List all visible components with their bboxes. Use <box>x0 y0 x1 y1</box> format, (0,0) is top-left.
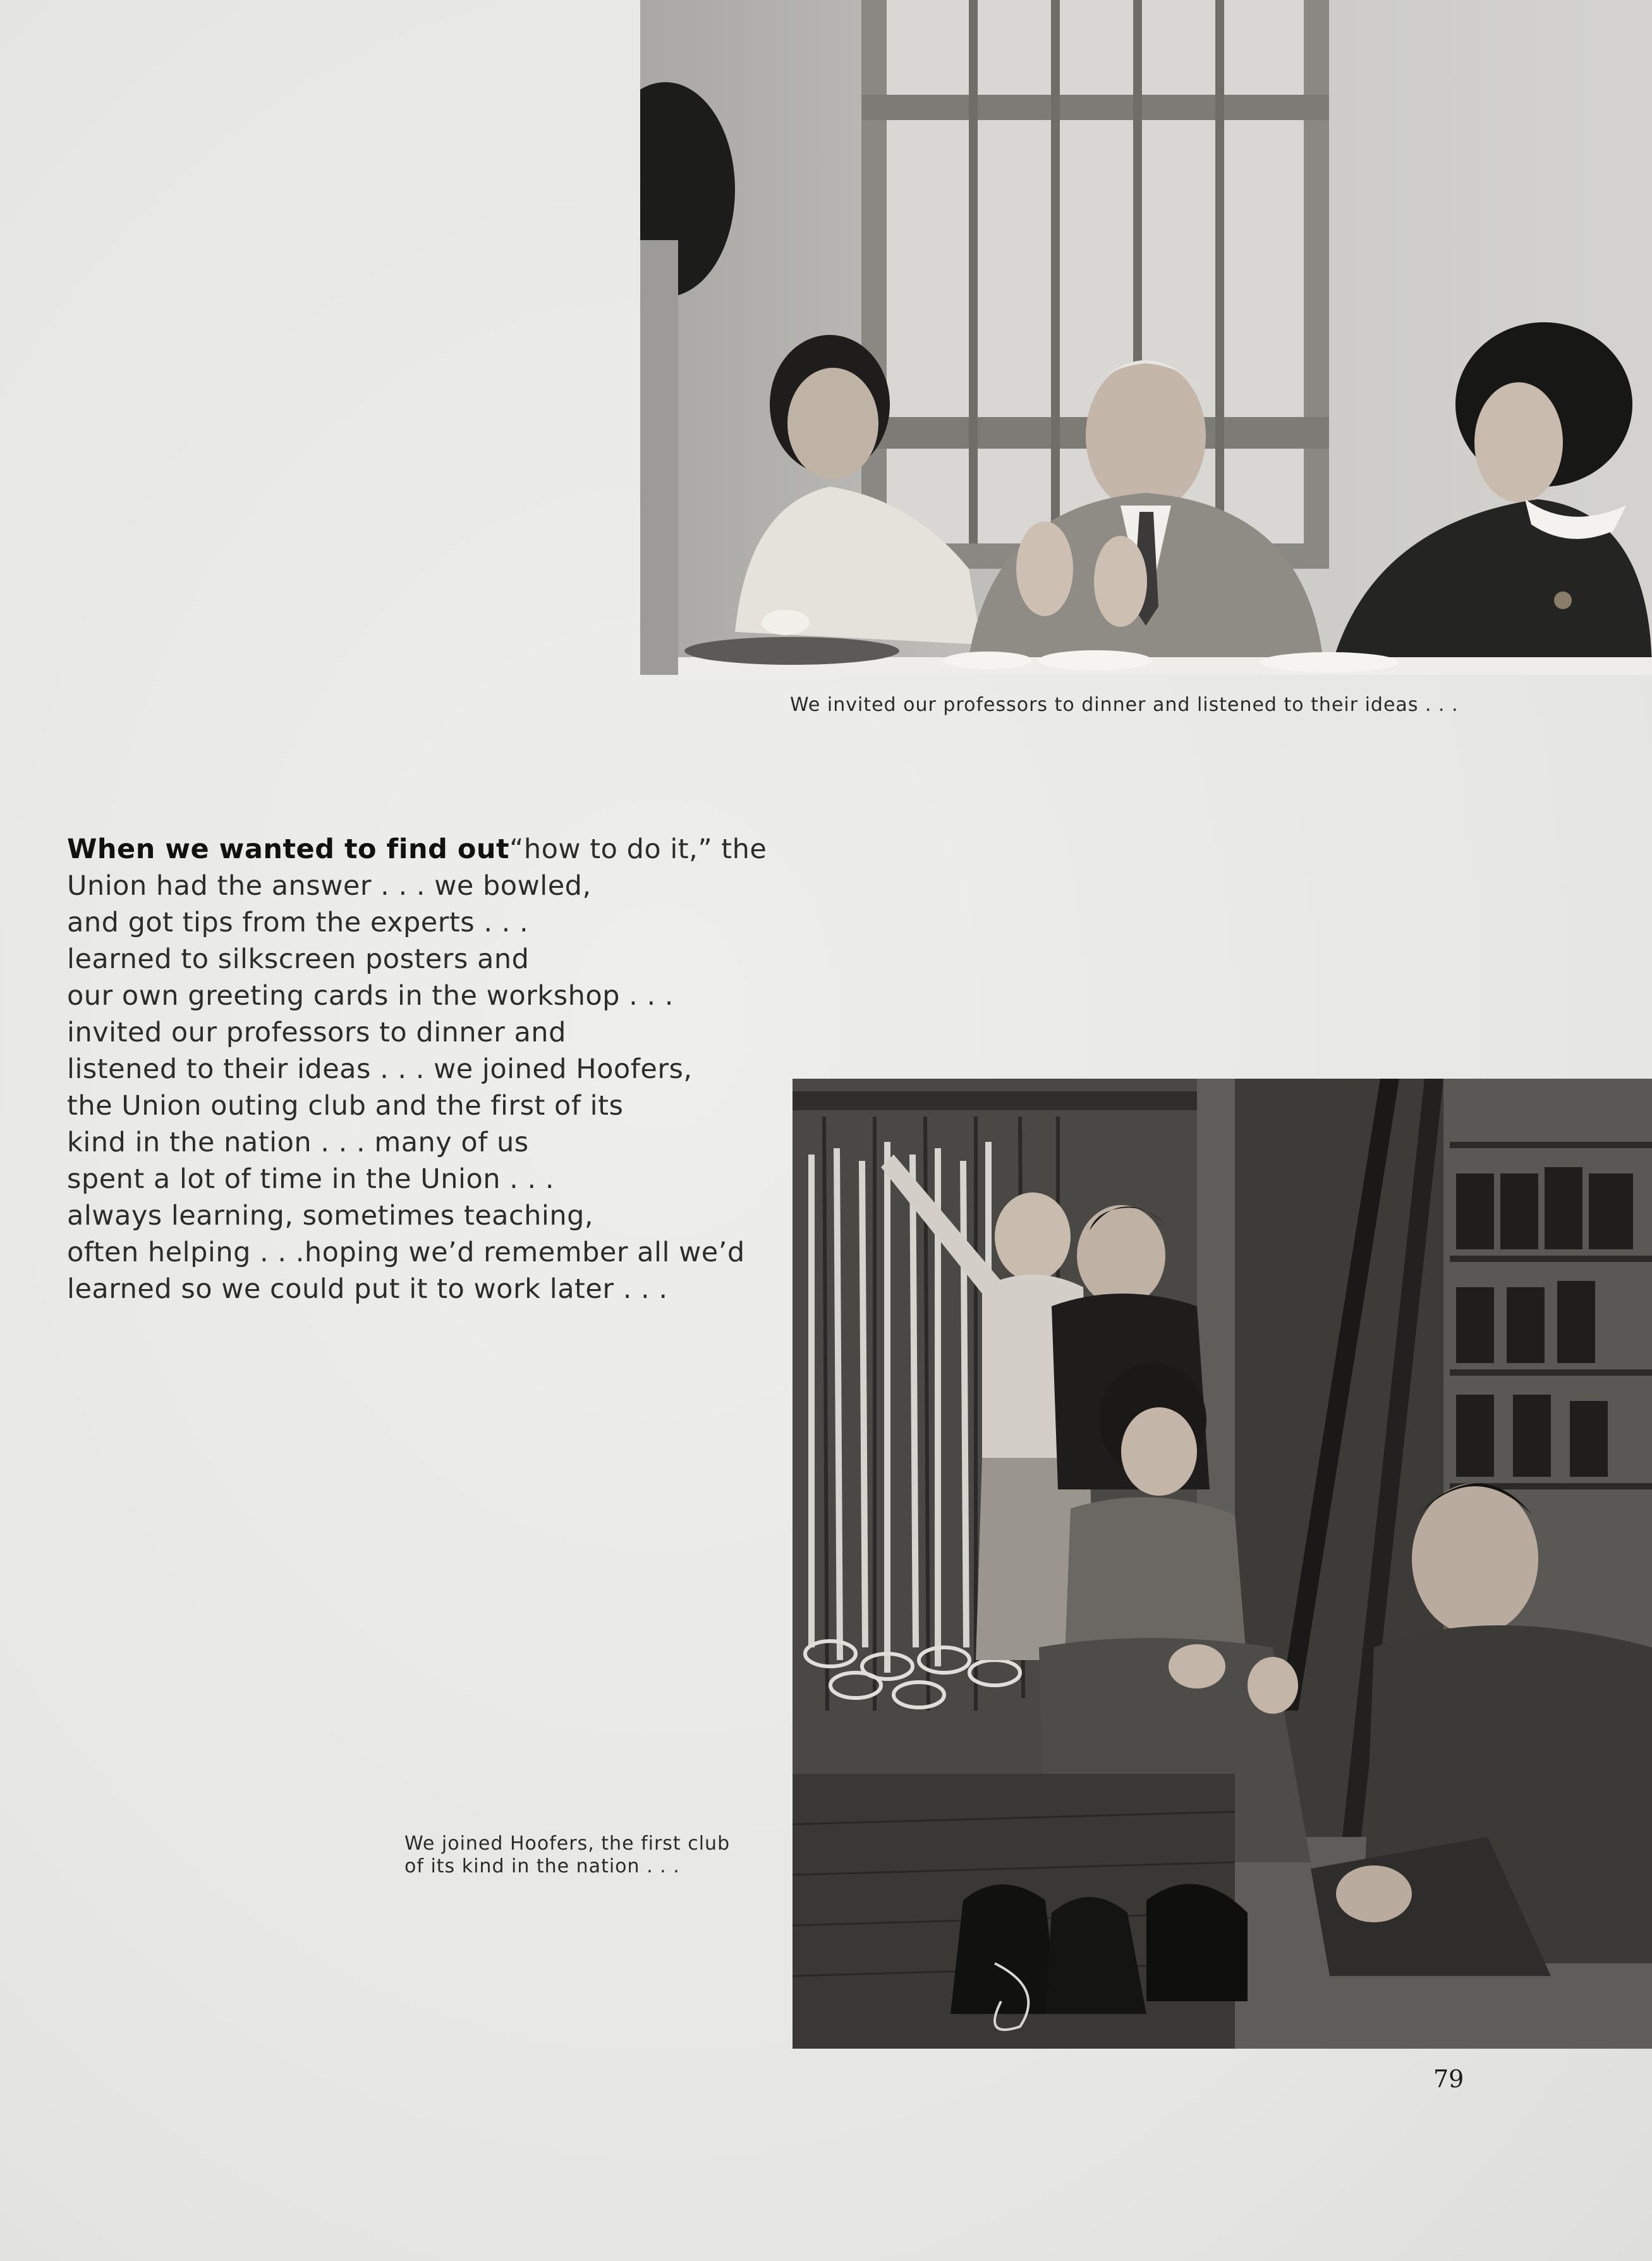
dinner-with-professor-photo <box>640 0 1652 675</box>
body-line-8: the Union outing club and the first of its <box>67 1090 624 1122</box>
body-line-5: our own greeting cards in the workshop . . . <box>67 980 674 1012</box>
body-line-1-rest: “how to do it,” the <box>509 833 767 865</box>
hoofers-ski-room-photo <box>793 1079 1652 2049</box>
body-line-1 <box>67 831 767 868</box>
page-number: 79 <box>1433 2065 1464 2093</box>
body-line-10: spent a lot of time in the Union . . . <box>67 1163 555 1195</box>
body-line-7: listened to their ideas . . . we joined Hoofers, <box>67 1053 693 1085</box>
body-line-9: kind in the nation . . . many of us <box>67 1127 529 1158</box>
body-line-2: Union had the answer . . . we bowled, <box>67 870 592 902</box>
body-line-11: always learning, sometimes teaching, <box>67 1200 594 1232</box>
body-line-3: and got tips from the experts . . . <box>67 907 529 938</box>
body-line-6: invited our professors to dinner and <box>67 1017 566 1048</box>
body-line-4: learned to silkscreen posters and <box>67 943 530 975</box>
hoofers-caption-line-1: We joined Hoofers, the first club <box>404 1833 731 1855</box>
body-text <box>67 831 767 1307</box>
hoofers-photo-caption <box>404 1833 733 1878</box>
body-lead: When we wanted to find out <box>67 833 510 865</box>
hoofers-caption-line-2: of its kind in the nation . . . <box>404 1855 680 1877</box>
dinner-photo-caption: We invited our professors to dinner and listened to their ideas . . . <box>790 694 1459 716</box>
dinner-photo-illustration <box>640 0 1652 675</box>
body-line-13: learned so we could put it to work later . . . <box>67 1273 668 1305</box>
hoofers-photo-illustration <box>793 1079 1652 2049</box>
body-line-12: often helping . . .hoping we’d remember all we’d <box>67 1237 745 1268</box>
